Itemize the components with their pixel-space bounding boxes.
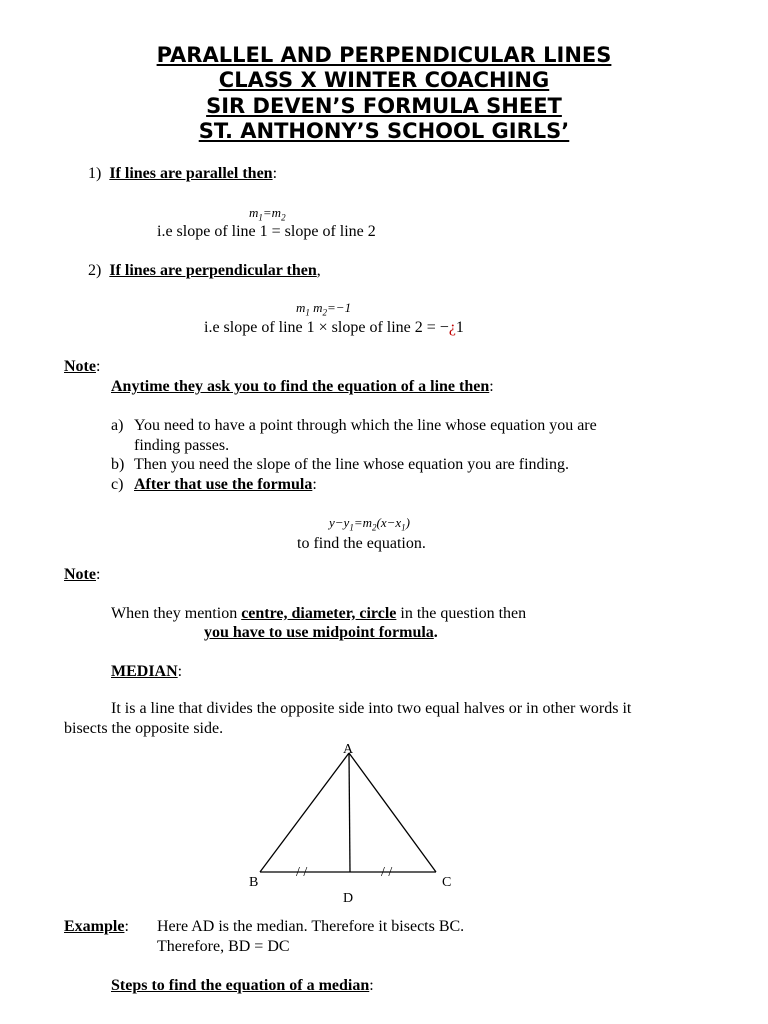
list-item-a-mark: a) — [111, 417, 124, 434]
example-line-1: Here AD is the median. Therefore it bisects BC. — [157, 918, 465, 935]
note-1-heading — [111, 378, 494, 396]
list-item-b-mark: b) — [111, 456, 125, 473]
section-2-explanation-right: 1 — [455, 319, 464, 336]
note-2-line-1-pre: When they mention — [111, 605, 242, 622]
median-para-line-1: It is a line that divides the opposite side into two equal halves or in other words it — [111, 700, 632, 717]
section-2-comma: , — [316, 262, 321, 279]
note-2-line-2 — [204, 624, 438, 642]
example-label-colon: : — [124, 918, 129, 935]
note-2-label — [64, 566, 100, 584]
note-1-heading-text: Anytime they ask you to find the equation of a line then — [111, 378, 490, 395]
label-a: A — [343, 742, 354, 757]
list-item-c-bold: After that use the formula — [134, 476, 313, 493]
label-d: D — [343, 891, 354, 906]
section-1-explanation: i.e slope of line 1 = slope of line 2 — [157, 223, 376, 240]
title-line-3: SIR DEVEN’S FORMULA SHEET — [206, 94, 562, 118]
note-2-line-1-post: in the question then — [396, 605, 527, 622]
section-1-number: 1) — [88, 165, 102, 182]
section-2-explanation — [204, 319, 464, 337]
label-c: C — [442, 875, 452, 890]
note-1-label — [64, 358, 100, 376]
example-label-text: Example — [64, 918, 125, 935]
formula-parallel: $m_1=m_2$ — [249, 205, 286, 223]
note-2-line-2-period: . — [433, 624, 438, 641]
steps-heading — [111, 977, 374, 995]
section-2-explanation-left: i.e slope of line 1 × slope of line 2 = − — [204, 319, 449, 336]
example-label — [64, 918, 129, 936]
steps-heading-text: Steps to find the equation of a median — [111, 977, 370, 994]
median-triangle-diagram — [240, 738, 470, 908]
section-2-number: 2) — [88, 262, 102, 279]
formula-caption: to find the equation. — [297, 535, 426, 552]
section-2-title: If lines are perpendicular then — [109, 262, 317, 279]
list-item-c-colon: : — [312, 476, 317, 493]
side-ab — [260, 753, 349, 872]
tick-marks-bd: / / — [296, 865, 308, 880]
steps-heading-colon: : — [369, 977, 374, 994]
median-heading-text: MEDIAN — [111, 663, 178, 680]
section-1-title: If lines are parallel then — [109, 165, 273, 182]
title-line-4: ST. ANTHONY’S SCHOOL GIRLS’ — [198, 119, 570, 143]
median-heading — [111, 663, 182, 681]
note-2-label-text: Note — [64, 566, 96, 583]
section-1-heading — [88, 165, 277, 183]
note-1-label-text: Note — [64, 358, 96, 375]
note-1-heading-colon: : — [489, 378, 494, 395]
list-item-c-mark: c) — [111, 476, 124, 493]
section-2-explanation-mark: ¿ — [448, 319, 456, 336]
title-line-1: PARALLEL AND PERPENDICULAR LINES — [156, 43, 612, 67]
note-2-line-1-bold: centre, diameter, circle — [241, 605, 397, 622]
list-item-c-text — [134, 476, 317, 494]
median-para-line-2: bisects the opposite side. — [64, 720, 224, 737]
label-b: B — [249, 875, 259, 890]
note-2-label-colon: : — [95, 566, 101, 583]
formula-line-equation: $y-y_1=m_2(x-x_1)$ — [329, 515, 410, 533]
list-item-b-text: Then you need the slope of the line whose equation you are finding. — [134, 456, 569, 473]
note-2-line-2-bold: you have to use midpoint formula — [204, 624, 434, 641]
section-1-colon: : — [272, 165, 278, 182]
title-line-2: CLASS X WINTER COACHING — [218, 68, 550, 92]
side-ac — [349, 753, 436, 872]
tick-marks-dc: / / — [381, 865, 393, 880]
list-item-a-text-2: finding passes. — [134, 437, 230, 454]
note-1-label-colon: : — [95, 358, 101, 375]
note-2-line-1 — [111, 605, 526, 623]
median-ad — [349, 753, 350, 872]
example-line-2: Therefore, BD = DC — [157, 938, 290, 955]
median-heading-colon: : — [177, 663, 183, 680]
section-2-heading — [88, 262, 321, 280]
formula-perpendicular: $m_1$ $m_2=-1$ — [296, 300, 352, 318]
list-item-a-text: You need to have a point through which the line whose equation you are — [134, 417, 597, 434]
